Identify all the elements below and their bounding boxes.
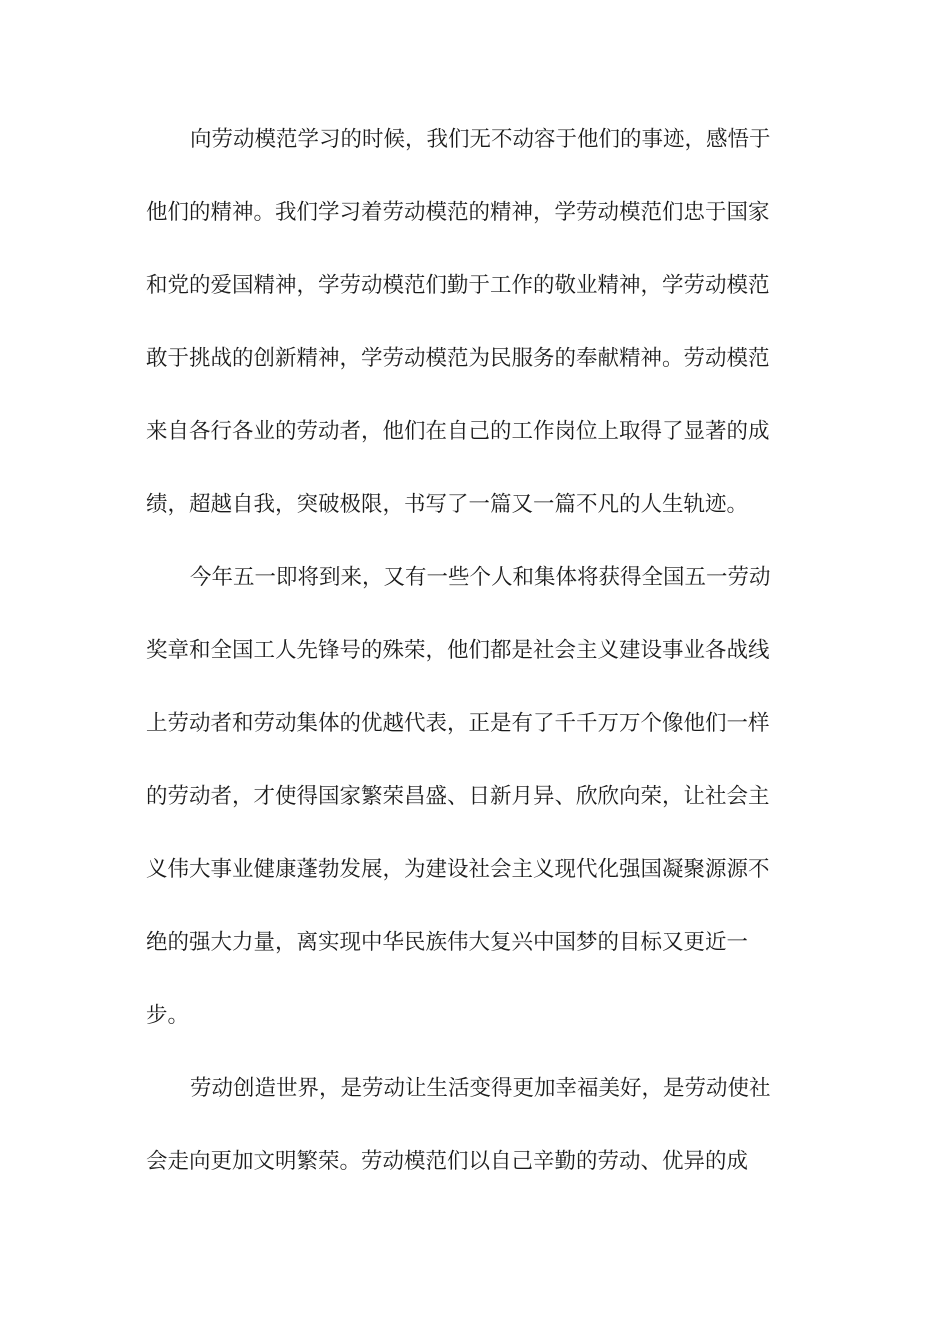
text-line: 敢于挑战的创新精神，学劳动模范为民服务的奉献精神。劳动模范: [146, 346, 770, 371]
text-line: 的劳动者，才使得国家繁荣昌盛、日新月异、欣欣向荣，让社会主: [146, 784, 770, 809]
text-line: 绝的强大力量，离实现中华民族伟大复兴中国梦的目标又更近一: [146, 930, 749, 955]
text-line: 上劳动者和劳动集体的优越代表，正是有了千千万万个像他们一样: [146, 711, 770, 736]
text-line: 奖章和全国工人先锋号的殊荣，他们都是社会主义建设事业各战线: [146, 638, 770, 663]
text-line: 向劳动模范学习的时候，我们无不动容于他们的事迹，感悟于: [190, 127, 771, 152]
text-line: 今年五一即将到来，又有一些个人和集体将获得全国五一劳动: [190, 565, 771, 590]
text-line: 他们的精神。我们学习着劳动模范的精神，学劳动模范们忠于国家: [146, 200, 770, 225]
text-line: 和党的爱国精神，学劳动模范们勤于工作的敬业精神，学劳动模范: [146, 273, 770, 298]
text-line: 步。: [146, 1003, 190, 1028]
text-line: 会走向更加文明繁荣。劳动模范们以自己辛勤的劳动、优异的成: [146, 1149, 749, 1174]
text-line: 绩，超越自我，突破极限，书写了一篇又一篇不凡的人生轨迹。: [146, 492, 749, 517]
document-body: [146, 128, 806, 1223]
text-line: 义伟大事业健康蓬勃发展，为建设社会主义现代化强国凝聚源源不: [146, 857, 770, 882]
text-line: 劳动创造世界，是劳动让生活变得更加幸福美好，是劳动使社: [190, 1076, 771, 1101]
text-line: 来自各行各业的劳动者，他们在自己的工作岗位上取得了显著的成: [146, 419, 770, 444]
